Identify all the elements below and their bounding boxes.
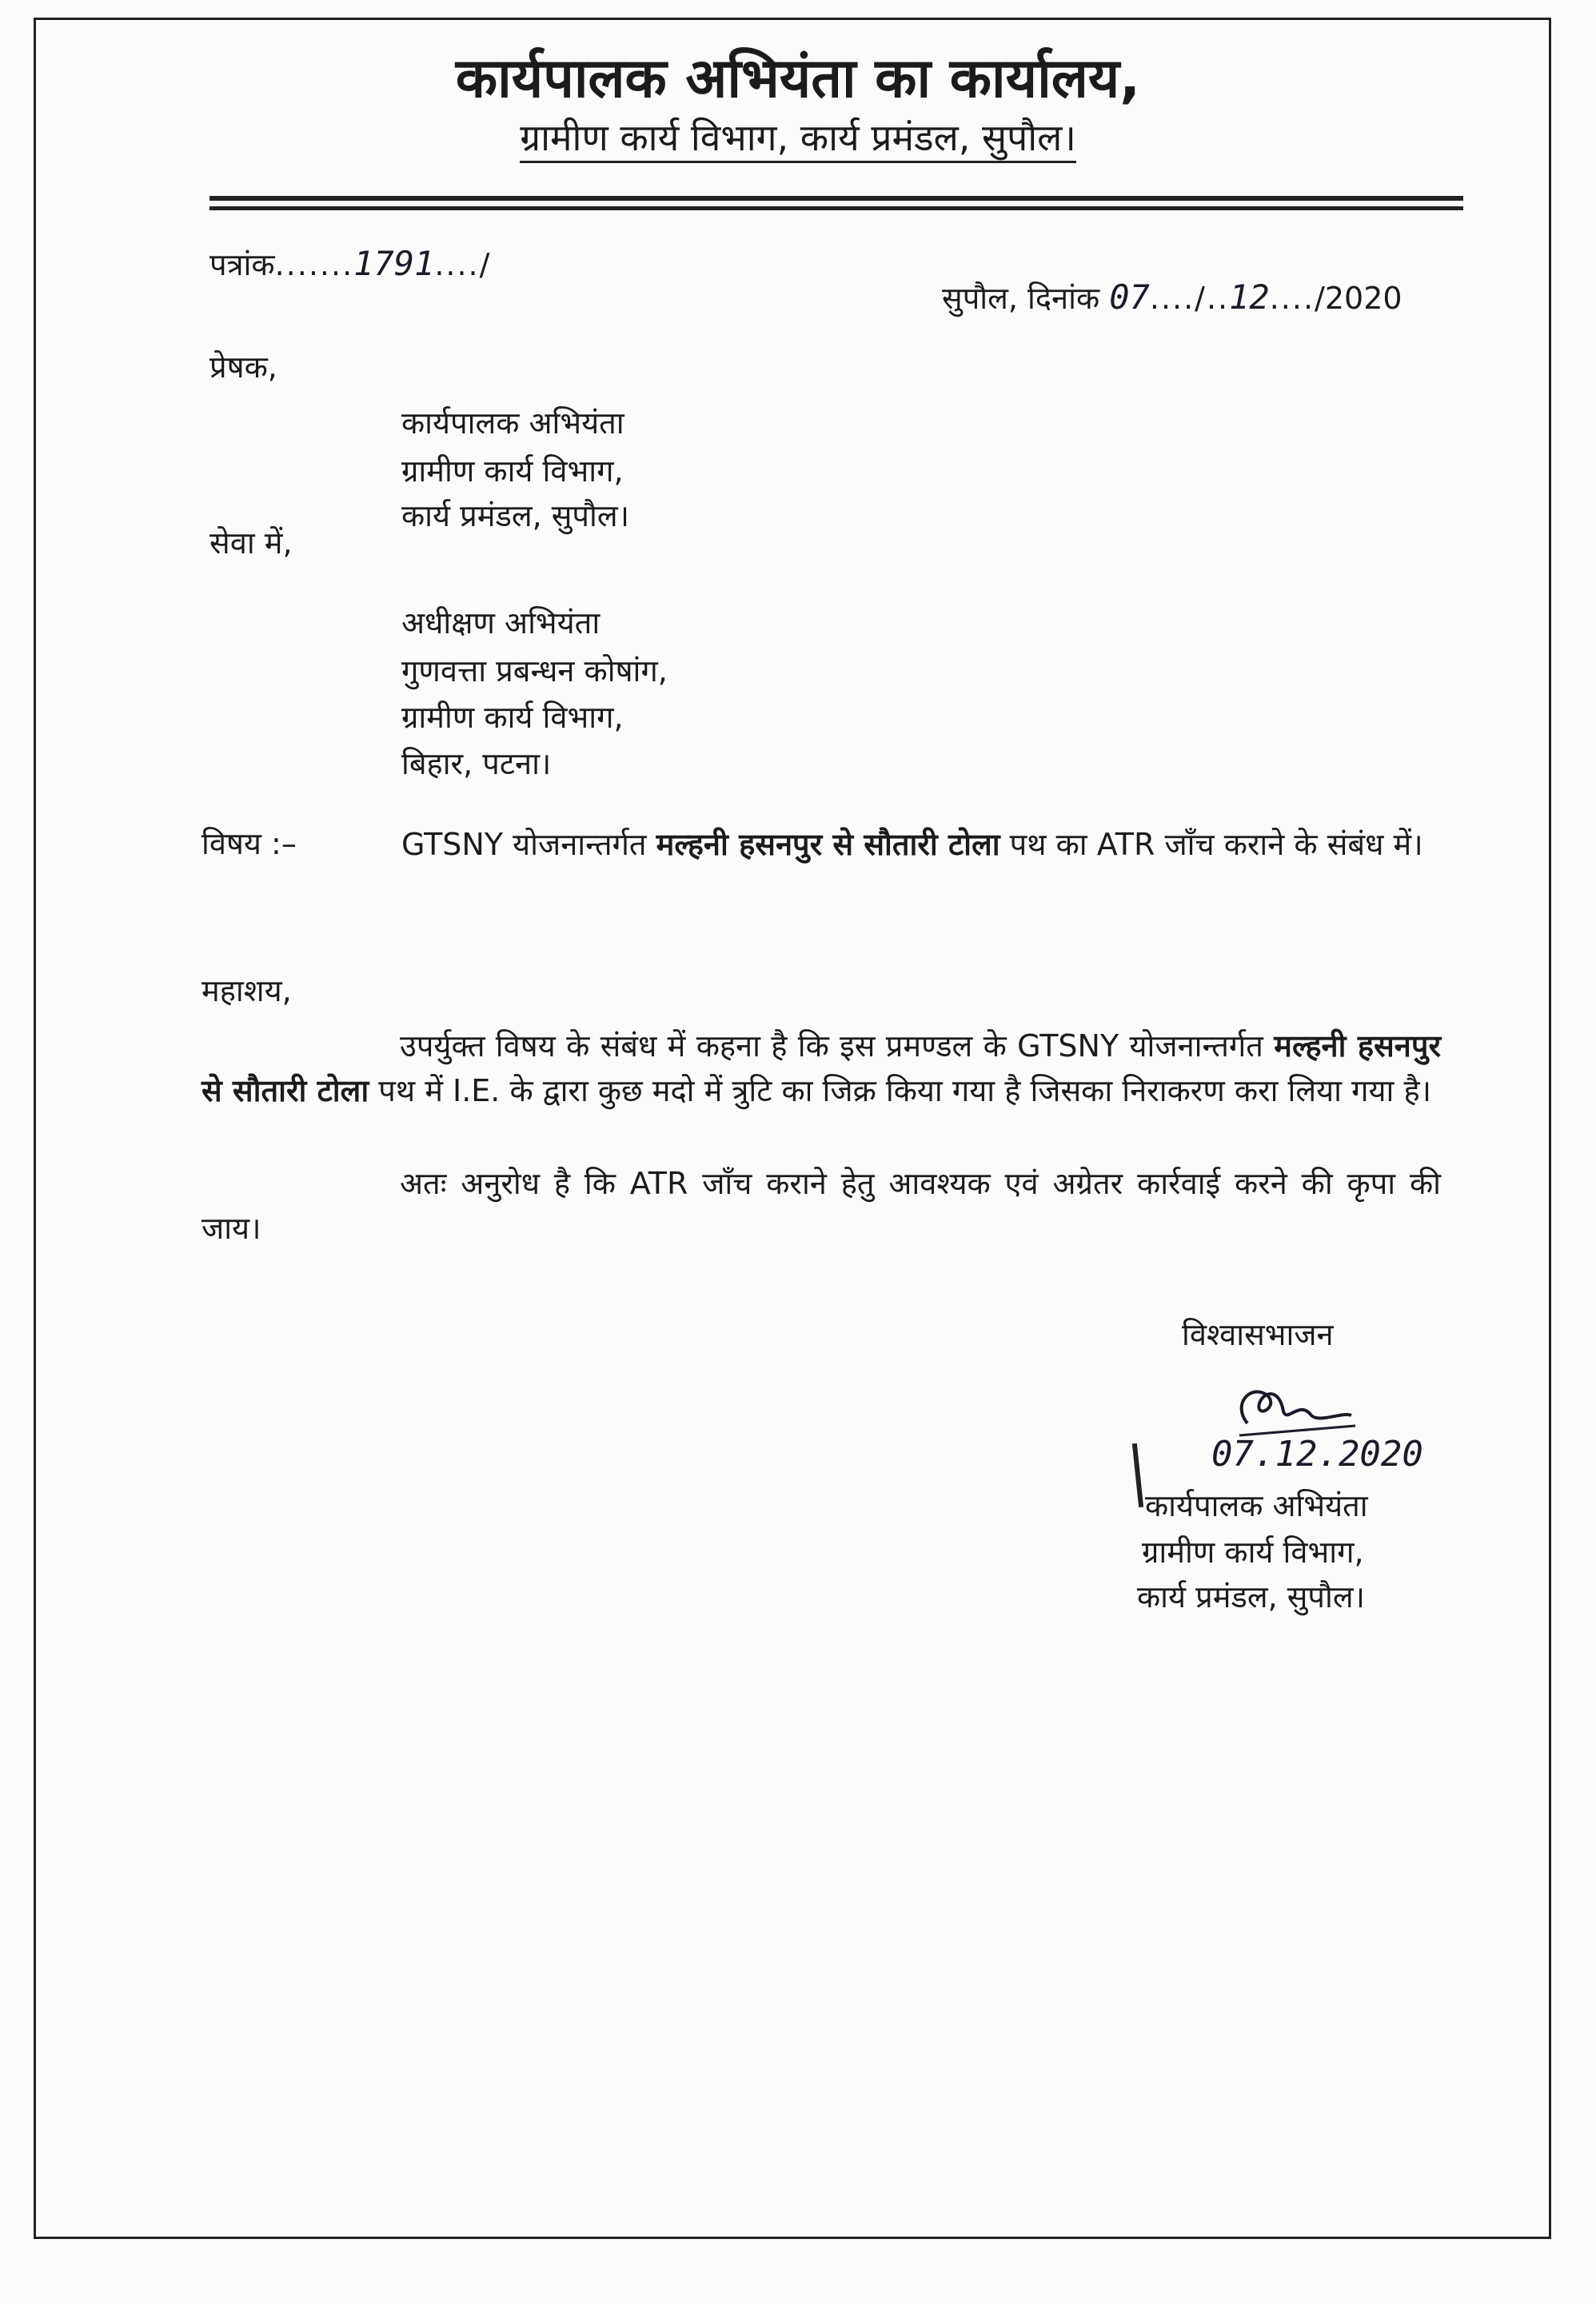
- date-year: /2020: [1315, 281, 1402, 316]
- sender-line-2: ग्रामीण कार्य विभाग,: [401, 453, 624, 489]
- office-subtitle: ग्रामीण कार्य विभाग, कार्य प्रमंडल, सुपौल।: [0, 112, 1596, 162]
- closing-line-1: कार्यपालक अभियंता: [1145, 1488, 1368, 1523]
- date-prefix: सुपौल, दिनांक: [942, 281, 1100, 316]
- recipient-line-3: ग्रामीण कार्य विभाग,: [401, 700, 624, 735]
- recipient-line-4: बिहार, पटना।: [401, 746, 552, 781]
- header-rule-bottom: [209, 206, 1463, 210]
- signature-date: 07.12.2020: [1211, 1434, 1423, 1475]
- salutation: महाशय,: [201, 973, 292, 1008]
- date-line: सुपौल, दिनांक 07..../..12..../2020: [942, 277, 1402, 317]
- date-day: 07: [1109, 277, 1150, 317]
- body-paragraph-1: उपर्युक्त विषय के संबंध में कहना है कि इस प्रमण्डल के GTSNY योजनान्तर्गत मल्हनी हसनपुर से सौतारी टोला पथ में I.E. के द्वारा कुछ मदो में त्रुटि का जिक्र किया गया है जिसका निराकरण करा लिया गया है।: [201, 1028, 1441, 1108]
- ref-label: पत्रांक: [209, 247, 275, 282]
- sender-line-3: कार्य प्रमंडल, सुपौल।: [401, 498, 630, 533]
- recipient-line-2: गुणवत्ता प्रबन्धन कोषांग,: [401, 653, 668, 689]
- sender-label: प्रेषक,: [209, 349, 277, 385]
- office-title: कार्यपालक अभियंता का कार्यालय,: [455, 47, 1141, 110]
- header-rule-top: [209, 196, 1463, 201]
- subject-text: GTSNY योजनान्तर्गत मल्हनी हसनपुर से सौतारी टोला पथ का ATR जाँच कराने के संबंध में।: [401, 827, 1423, 862]
- subject-label: विषय :–: [201, 826, 297, 861]
- closing-line-3: कार्य प्रमंडल, सुपौल।: [1137, 1579, 1366, 1614]
- recipient-line-1: अधीक्षण अभियंता: [401, 605, 600, 641]
- valediction: विश्वासभाजन: [1182, 1317, 1334, 1352]
- recipient-label: सेवा में,: [209, 525, 293, 561]
- sender-line-1: कार्यपालक अभियंता: [401, 405, 624, 441]
- closing-line-2: ग्रामीण कार्य विभाग,: [1142, 1535, 1364, 1570]
- ref-line: पत्रांक.......1791..../: [209, 244, 492, 283]
- ref-number: 1791: [353, 244, 435, 283]
- date-month: 12: [1229, 277, 1270, 317]
- body-paragraph-2: अतः अनुरोध है कि ATR जाँच कराने हेतु आवश्यक एवं अग्रेतर कार्रवाई करने की कृपा की जाय।: [201, 1166, 1441, 1246]
